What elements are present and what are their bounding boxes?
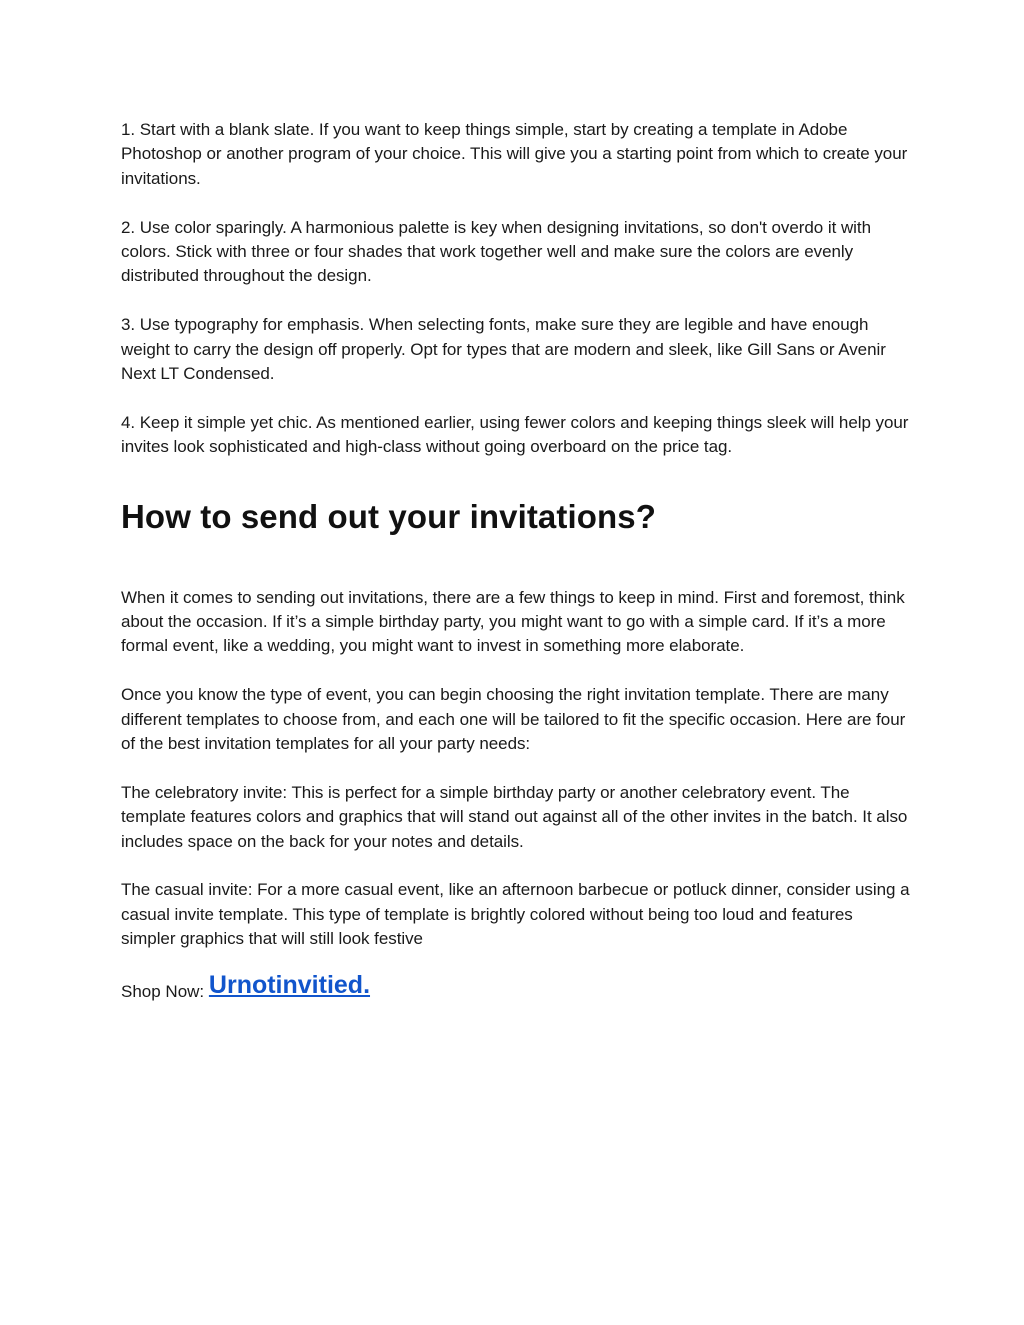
tip-paragraph-2: 2. Use color sparingly. A harmonious palette is key when designing invitations, so don't overdo it with colors. Stick with three or four shades that work together well and make sure the colors are evenly distributed throughout the design. bbox=[121, 217, 871, 286]
body-paragraph-3: The celebratory invite: This is perfect for a simple birthday party or another celebratory event. The template features colors and graphics that will stand out against all of the other invites in the batch. It also includes space on the back for your notes and details. bbox=[121, 782, 908, 851]
document-page bbox=[121, 118, 911, 1007]
paragraph-spacer bbox=[121, 386, 911, 410]
section-heading: How to send out your invitations? bbox=[121, 497, 656, 535]
tip-paragraph-3: 3. Use typography for emphasis. When selecting fonts, make sure they are legible and have enough weight to carry the design off properly. Opt for types that are modern and sleek, like Gill Sans or Avenir Next LT Condensed. bbox=[121, 315, 886, 384]
paragraph-spacer bbox=[121, 756, 911, 780]
paragraph-spacer bbox=[121, 289, 911, 313]
paragraph-spacer bbox=[121, 952, 911, 970]
tip-paragraph-1: 1. Start with a blank slate. If you want to keep things simple, start by creating a template in Adobe Photoshop or another program of your choice. This will give you a starting point from which to create your invitations. bbox=[121, 120, 908, 188]
body-paragraph-2: Once you know the type of event, you can begin choosing the right invitation template. There are many different templates to choose from, and each one will be tailored to fit the specific occasion. Here are four of the best invitation templates for all your party needs: bbox=[121, 685, 906, 754]
shop-now-link[interactable]: Urnotinvitied. bbox=[208, 970, 371, 999]
paragraph-spacer bbox=[121, 854, 911, 878]
section-spacer bbox=[121, 460, 911, 497]
paragraph-spacer bbox=[121, 659, 911, 683]
paragraph-spacer bbox=[121, 191, 911, 215]
body-paragraph-1: When it comes to sending out invitations, there are a few things to keep in mind. First and foremost, think about the occasion. If it’s a simple birthday party, you might want to go with a simple card. If it’s a more formal event, like a wedding, you might want to invest in something more elaborate. bbox=[121, 587, 905, 656]
body-paragraph-4: The casual invite: For a more casual event, like an afternoon barbecue or potluck dinner, consider using a casual invite template. This type of template is brightly colored without being too loud and features simpler graphics that will still look festive bbox=[121, 880, 910, 949]
shop-now-label: Shop Now: bbox=[121, 981, 205, 1001]
shop-now-line bbox=[121, 970, 911, 1007]
section-spacer bbox=[121, 537, 911, 586]
tip-paragraph-4: 4. Keep it simple yet chic. As mentioned earlier, using fewer colors and keeping things sleek will help your invites look sophisticated and high-class without going overboard on the price tag. bbox=[121, 412, 909, 457]
